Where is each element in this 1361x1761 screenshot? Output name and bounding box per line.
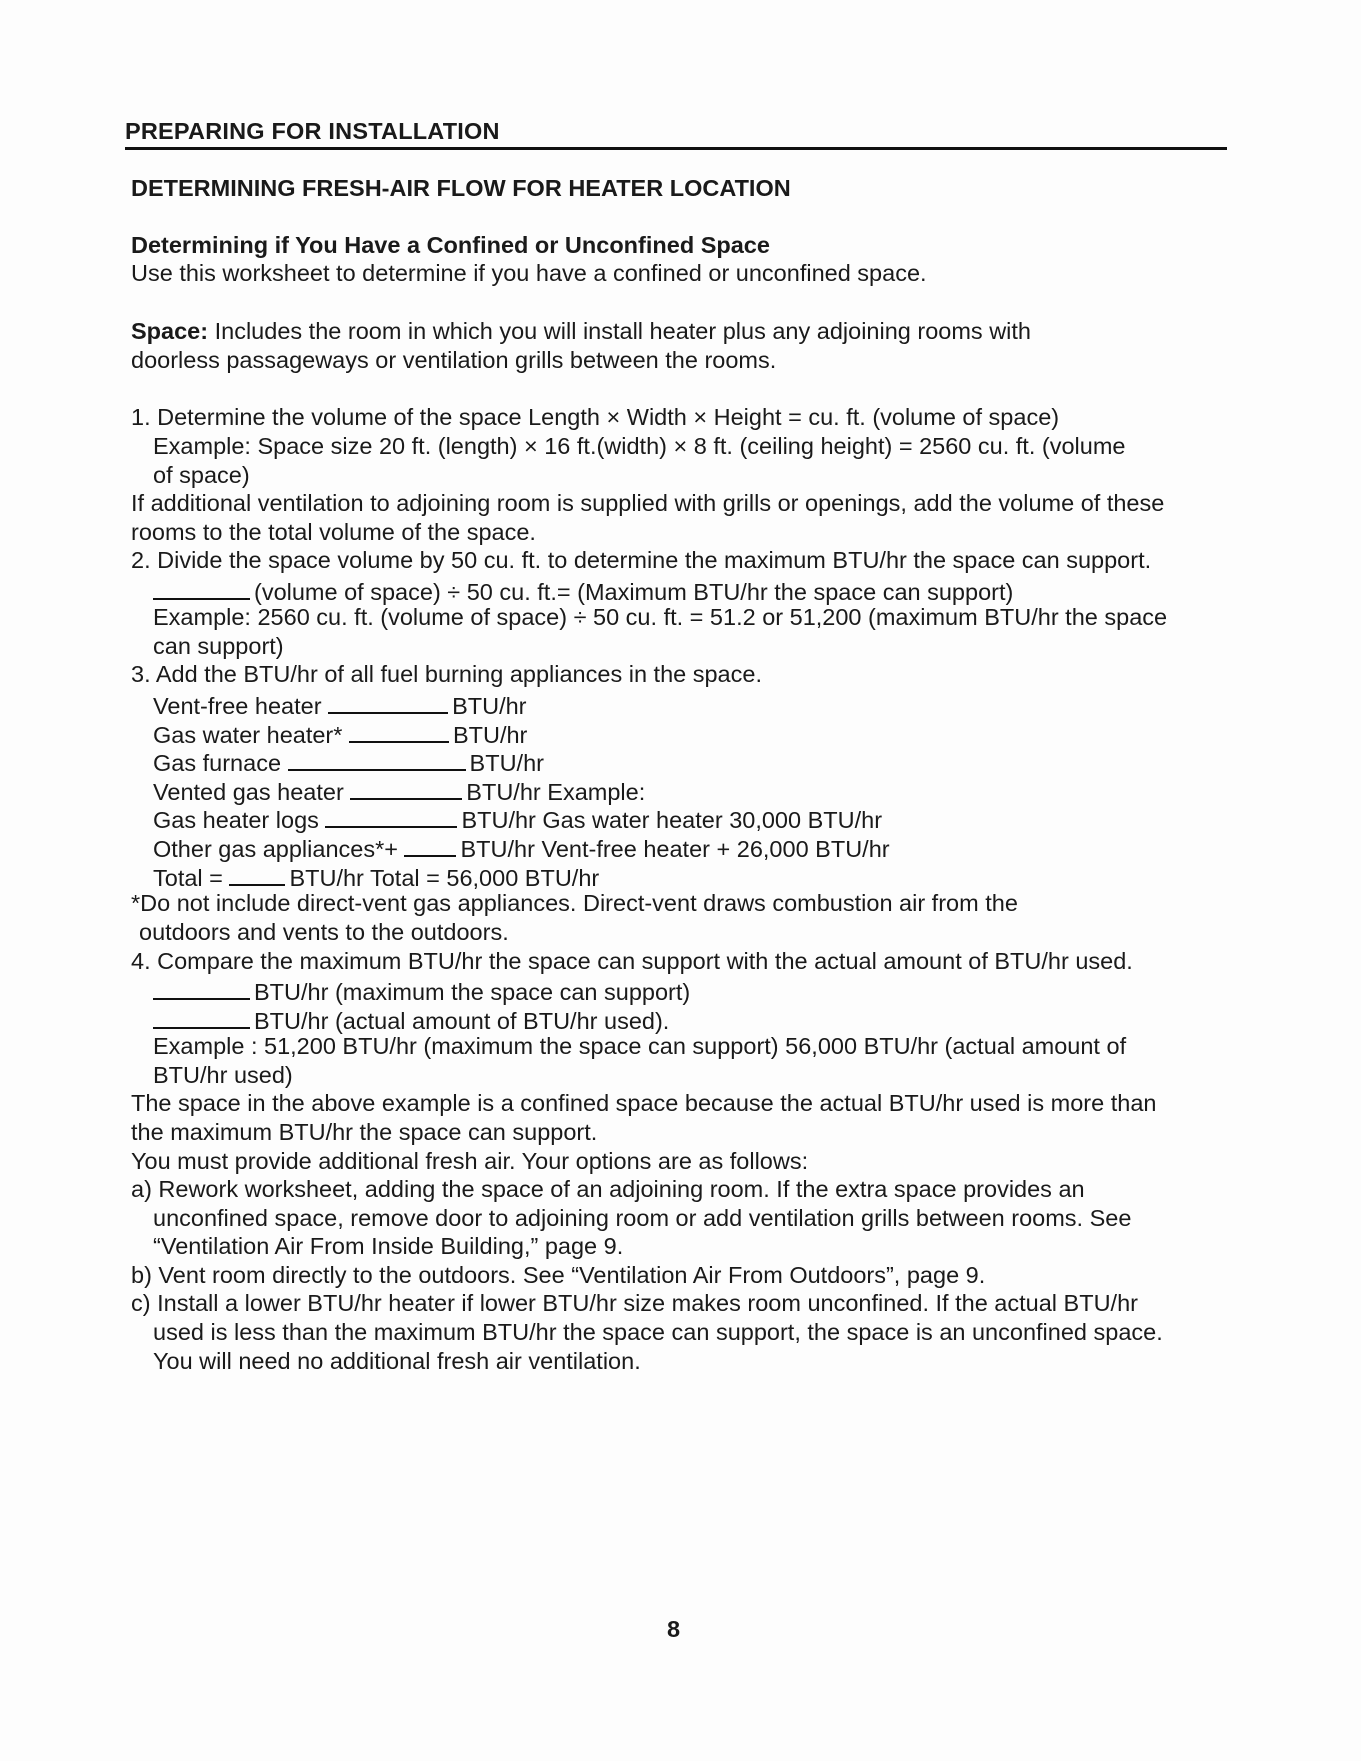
blank-field[interactable] [153,578,250,600]
appliance-row [153,835,890,862]
blank-field[interactable] [288,749,466,771]
option-a-line2: unconfined space, remove door to adjoining room or add ventilation grills between rooms. See [153,1205,1132,1231]
appliance-unit: BTU/hr [461,807,536,833]
blank-field[interactable] [404,835,456,857]
step4-line6: The space in the above example is a confined space because the actual BTU/hr used is more than [131,1090,1157,1116]
appliance-unit: BTU/hr [466,779,541,805]
appliance-unit: BTU/hr [452,693,527,719]
intro-text: Use this worksheet to determine if you have a confined or unconfined space. [131,260,927,286]
example-note: Vent-free heater + 26,000 BTU/hr [534,836,890,862]
step3-line1: 3. Add the BTU/hr of all fuel burning appliances in the space. [131,661,762,687]
step1-line3: of space) [153,462,250,488]
appliance-label: Gas heater logs [153,807,319,833]
subheading: Determining if You Have a Confined or Unconfined Space [131,232,770,258]
step1-line4: If additional ventilation to adjoining room is supplied with grills or openings, add the volume of these [131,490,1165,516]
step2-line3: Example: 2560 cu. ft. (volume of space) ÷ 50 cu. ft. = 51.2 or 51,200 (maximum BTU/hr the space [153,604,1168,630]
option-b-line1: b) Vent room directly to the outdoors. See “Ventilation Air From Outdoors”, page 9. [131,1262,986,1288]
step4-line2-text: BTU/hr (maximum the space can support) [254,979,691,1005]
step4-line3 [153,1007,669,1034]
space-label: Space: [131,318,209,344]
blank-field[interactable] [350,778,462,800]
appliance-row [153,721,527,748]
appliance-row [153,749,544,776]
step4-line1: 4. Compare the maximum BTU/hr the space can support with the actual amount of BTU/hr used. [131,948,1133,974]
space-definition [131,320,1031,344]
appliance-unit: BTU/hr [460,836,535,862]
header-rule [125,147,1227,150]
appliance-row [153,806,882,833]
footnote-line1: *Do not include direct-vent gas appliances. Direct-vent draws combustion air from the [131,890,1018,916]
blank-field[interactable] [325,806,457,828]
option-a-line1: a) Rework worksheet, adding the space of an adjoining room. If the extra space provides an [131,1176,1085,1202]
step2-line2-text: (volume of space) ÷ 50 cu. ft.= (Maximum BTU/hr the space can support) [254,579,1014,605]
option-c-line2: used is less than the maximum BTU/hr the space can support, the space is an unconfined space. [153,1319,1163,1345]
step2-line2 [153,578,1013,605]
appliance-label: Vented gas heater [153,779,344,805]
page-heading: DETERMINING FRESH-AIR FLOW FOR HEATER LOCATION [131,175,791,201]
blank-field[interactable] [153,1007,250,1029]
step4-line7: the maximum BTU/hr the space can support. [131,1119,598,1145]
section-title: PREPARING FOR INSTALLATION [125,118,500,144]
step4-line8: You must provide additional fresh air. Your options are as follows: [131,1148,809,1174]
option-c-line1: c) Install a lower BTU/hr heater if lower BTU/hr size makes room unconfined. If the actual BTU/hr [131,1290,1138,1316]
step2-line4: can support) [153,633,284,659]
space-text-2: doorless passageways or ventilation grills between the rooms. [131,347,777,373]
option-c-line3: You will need no additional fresh air ventilation. [153,1348,641,1374]
appliance-label: Other gas appliances*+ [153,836,398,862]
step1-line1: 1. Determine the volume of the space Length × Width × Height = cu. ft. (volume of space) [131,404,1060,430]
step1-line2: Example: Space size 20 ft. (length) × 16 ft.(width) × 8 ft. (ceiling height) = 2560 cu. ft. (volume [153,433,1126,459]
step4-line4: Example : 51,200 BTU/hr (maximum the space can support) 56,000 BTU/hr (actual amount of [153,1033,1127,1059]
appliance-label: Gas water heater* [153,722,343,748]
step4-line5: BTU/hr used) [153,1062,293,1088]
footnote-line2: outdoors and vents to the outdoors. [139,919,509,945]
total-label: Total = [153,865,223,891]
space-text-1: Includes the room in which you will install heater plus any adjoining rooms with [208,318,1031,344]
appliance-row [153,692,527,719]
appliance-unit: BTU/hr [452,722,528,748]
total-row [153,864,599,891]
option-a-line3: “Ventilation Air From Inside Building,” page 9. [153,1233,624,1259]
example-note: Example: [540,779,646,805]
blank-field[interactable] [328,692,448,714]
step1-line5: rooms to the total volume of the space. [131,519,536,545]
page-number: 8 [667,1616,681,1642]
step2-line1: 2. Divide the space volume by 50 cu. ft. to determine the maximum BTU/hr the space can support. [131,547,1152,573]
appliance-label: Vent-free heater [153,693,322,719]
step4-line2 [153,978,690,1005]
blank-field[interactable] [229,864,285,886]
blank-field[interactable] [349,721,449,743]
appliance-label: Gas furnace [153,750,282,776]
appliance-row [153,778,645,805]
step4-line3-text: BTU/hr (actual amount of BTU/hr used). [254,1008,670,1034]
example-note: Gas water heater 30,000 BTU/hr [535,807,883,833]
total-text: BTU/hr Total = 56,000 BTU/hr [289,865,600,891]
blank-field[interactable] [153,978,250,1000]
appliance-unit: BTU/hr [469,750,544,776]
